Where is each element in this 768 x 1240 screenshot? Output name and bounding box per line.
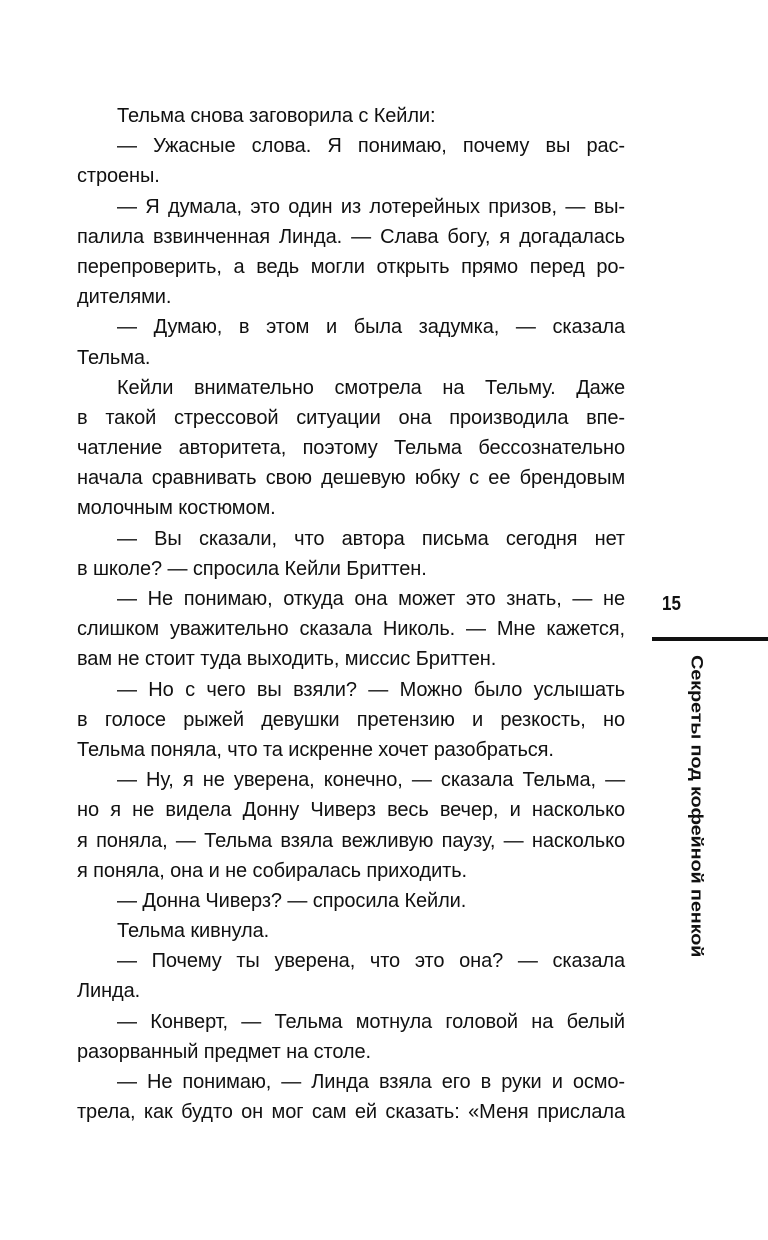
text-line: строены. (77, 165, 160, 188)
text-line: — Но с чего вы взяли? — Можно было услышать (117, 678, 625, 701)
text-line: Тельма поняла, что та искренне хочет разобраться. (77, 738, 554, 761)
text-line: Тельма кивнула. (117, 920, 270, 943)
text-line: в школе? — спросила Кейли Бриттен. (77, 557, 427, 580)
text-line: Кейли внимательно смотрела на Тельму. Даже (117, 376, 625, 399)
text-line: Тельма снова заговорила с Кейли: (117, 105, 436, 127)
text-line: — Почему ты уверена, что это она? — сказала (117, 950, 625, 973)
text-line: вам не стоит туда выходить, миссис Бриттен. (77, 648, 497, 671)
text-line: — Не понимаю, — Линда взяла его в руки и осмо- (117, 1071, 625, 1093)
text-line: перепроверить, а ведь могли открыть прямо перед ро- (77, 255, 625, 278)
body-text (77, 101, 625, 1127)
text-line: Линда. (77, 980, 141, 1003)
text-line: — Конверт, — Тельма мотнула головой на белый (117, 1010, 625, 1033)
text-line: слишком уважительно сказала Николь. — Мне кажется, (77, 618, 625, 641)
text-line: в такой стрессовой ситуации она производила впе- (77, 406, 625, 429)
text-line: — Я думала, это один из лотерейных призов, — вы- (117, 195, 625, 218)
text-line: дителями. (77, 286, 172, 309)
text-line: палила взвинченная Линда. — Слава богу, я догадалась (77, 225, 625, 248)
text-line: я поняла, — Тельма взяла вежливую паузу, — насколько (77, 829, 625, 852)
text-line: но я не видела Донну Чиверз весь вечер, и насколько (77, 799, 625, 822)
text-line: — Думаю, в этом и была задумка, — сказала (117, 316, 625, 339)
text-line: — Не понимаю, откуда она может это знать, — не (117, 588, 625, 610)
running-title: Секреты под кофейной пенкой (687, 655, 706, 958)
text-line: трела, как будто он мог сам ей сказать: «Меня прислала (77, 1101, 625, 1124)
text-line: молочным костюмом. (77, 497, 276, 520)
page-number: 15 (662, 593, 681, 615)
text-line: чатление авторитета, поэтому Тельма бессознательно (77, 437, 625, 460)
text-line: я поняла, она и не собиралась приходить. (77, 859, 467, 882)
text-line: начала сравнивать свою дешевую юбку с ее брендовым (77, 467, 625, 490)
margin-rule (652, 637, 768, 641)
text-line: — Вы сказали, что автора письма сегодня нет (117, 527, 625, 550)
text-line: — Ужасные слова. Я понимаю, почему вы рас- (117, 135, 625, 158)
text-line: — Донна Чиверз? — спросила Кейли. (117, 889, 467, 912)
text-line: — Ну, я не уверена, конечно, — сказала Тельма, — (117, 769, 625, 792)
text-line: Тельма. (77, 346, 151, 369)
text-line: в голосе рыжей девушки претензию и резкость, но (77, 708, 625, 731)
text-line: разорванный предмет на столе. (77, 1040, 371, 1063)
